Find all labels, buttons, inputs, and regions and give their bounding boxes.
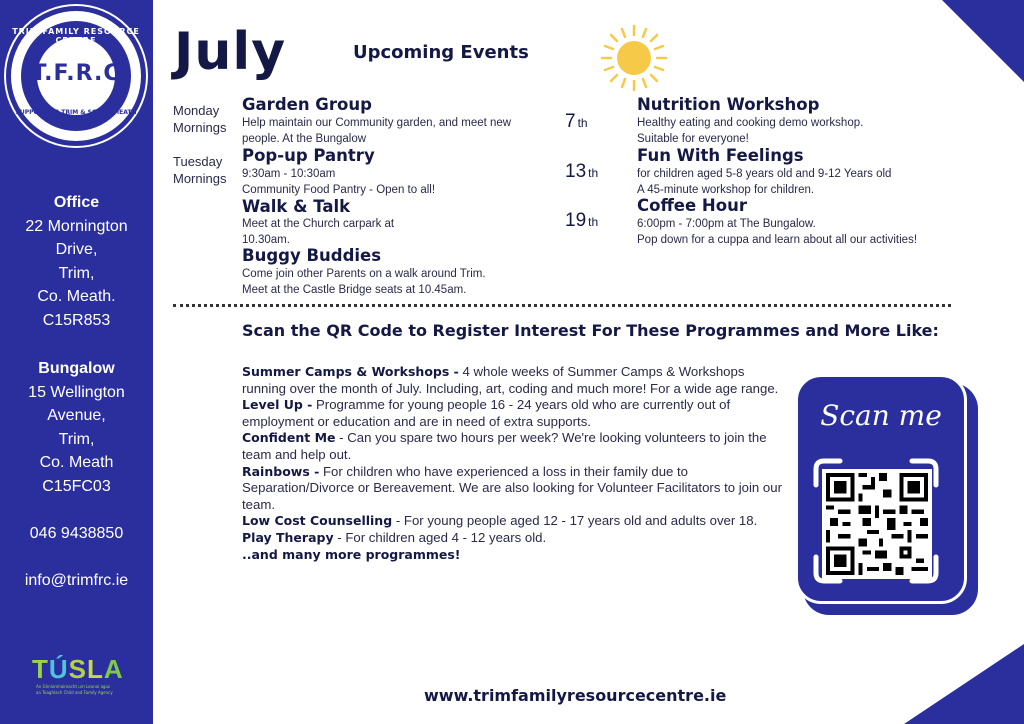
monday-label: Monday Mornings bbox=[173, 103, 227, 135]
buggy-buddies-title: Buggy Buddies bbox=[242, 246, 382, 265]
office-address bbox=[0, 191, 153, 332]
qr-code-icon[interactable] bbox=[822, 469, 932, 579]
fun-with-feelings-desc: for children aged 5-8 years old and 9-12 Years old A 45-minute workshop for children. bbox=[637, 168, 892, 196]
logo-top-text: TRIM FAMILY RESOURCE CENTRE bbox=[12, 27, 140, 45]
programme-item: Confident Me - Can you spare two hours per week? We're looking volunteers to join the team and help out. bbox=[242, 430, 767, 462]
corner-decoration bbox=[904, 644, 1024, 724]
logo-bottom-text: SUPPORTING TRIM & SOUTH MEATH bbox=[15, 109, 137, 116]
event-date: 7 th bbox=[565, 111, 588, 132]
email-address[interactable]: info@trimfrc.ie bbox=[24, 572, 129, 589]
phone-number[interactable]: 046 9438850 bbox=[29, 525, 124, 542]
scan-qr-heading: Scan the QR Code to Register Interest For These Programmes and More Like: bbox=[242, 321, 939, 340]
bungalow-address bbox=[0, 357, 153, 498]
walk-talk-desc: Meet at the Church carpark at 10.30am. bbox=[242, 218, 395, 246]
corner-decoration bbox=[942, 0, 1024, 82]
logo-initials: T.F.R.C bbox=[31, 61, 121, 86]
upcoming-events-heading: Upcoming Events bbox=[353, 42, 529, 63]
pop-up-pantry-title: Pop-up Pantry bbox=[242, 146, 375, 165]
bungalow-line: Avenue, bbox=[47, 407, 106, 424]
office-line: 22 Mornington bbox=[25, 217, 128, 235]
programme-item: Level Up - Programme for young people 16 - 24 years old who are currently out of employment or education and are in need of extra supports. bbox=[242, 397, 731, 429]
qr-card[interactable] bbox=[795, 374, 967, 604]
buggy-buddies-desc: Come join other Parents on a walk around Trim. Meet at the Castle Bridge seats at 10.45am. bbox=[242, 268, 486, 296]
tuesday-label: Tuesday Mornings bbox=[173, 154, 227, 186]
nutrition-workshop-desc: Healthy eating and cooking demo workshop. Suitable for everyone! bbox=[637, 117, 864, 145]
garden-group-title: Garden Group bbox=[242, 95, 372, 114]
programme-item: ..and many more programmes! bbox=[242, 546, 461, 562]
office-line: Trim, bbox=[58, 264, 95, 282]
nutrition-workshop-title: Nutrition Workshop bbox=[637, 95, 820, 114]
tusla-logo: TÚSLA bbox=[32, 654, 124, 684]
fun-with-feelings-title: Fun With Feelings bbox=[637, 146, 804, 165]
sun-icon bbox=[598, 22, 670, 94]
event-date: 19 th bbox=[565, 210, 599, 231]
website-link[interactable]: www.trimfamilyresourcecentre.ie bbox=[424, 686, 727, 705]
sidebar bbox=[0, 0, 153, 724]
coffee-hour-title: Coffee Hour bbox=[637, 196, 747, 215]
scan-me-label: Scan me bbox=[820, 399, 942, 432]
office-line: Co. Meath. bbox=[37, 288, 116, 305]
pop-up-pantry-desc: 9:30am - 10:30am Community Food Pantry - Open to all! bbox=[242, 168, 436, 196]
bungalow-line: Co. Meath bbox=[39, 454, 114, 471]
office-heading: Office bbox=[53, 194, 100, 211]
bungalow-line: C15FC03 bbox=[42, 477, 111, 495]
month-title: July bbox=[174, 22, 287, 82]
dotted-divider bbox=[173, 304, 951, 307]
programme-item: Rainbows - For children who have experienced a loss in their family due to Separation/Divorce or Bereavement. We are also looking for Volunteer Facilitators to join our team. bbox=[242, 463, 782, 512]
programme-item: Summer Camps & Workshops - 4 whole weeks of Summer Camps & Workshops running over the month of July. Including, art, coding and much more! For a wide age range. bbox=[242, 364, 779, 396]
office-line: C15R853 bbox=[42, 311, 111, 329]
garden-group-desc: Help maintain our Community garden, and meet new people. At the Bungalow bbox=[242, 117, 512, 145]
bungalow-line: 15 Wellington bbox=[28, 383, 125, 401]
coffee-hour-desc: 6:00pm - 7:00pm at The Bungalow. Pop down for a cuppa and learn about all our activities! bbox=[637, 218, 918, 246]
bungalow-heading: Bungalow bbox=[38, 360, 115, 377]
programme-list bbox=[242, 364, 782, 563]
programme-item: Low Cost Counselling - For young people aged 12 - 17 years old and adults over 18. bbox=[242, 513, 758, 529]
programme-item: Play Therapy - For children aged 4 - 12 years old. bbox=[242, 529, 547, 545]
tusla-subtext: An Ghníomhaireacht um Leanaí agus an Teaghlach Child and Family Agency bbox=[36, 684, 113, 695]
office-line: Drive, bbox=[55, 241, 98, 258]
walk-talk-title: Walk & Talk bbox=[242, 197, 351, 216]
bungalow-line: Trim, bbox=[58, 430, 95, 448]
event-date: 13 th bbox=[565, 161, 599, 182]
trim-frc-logo bbox=[6, 6, 146, 146]
